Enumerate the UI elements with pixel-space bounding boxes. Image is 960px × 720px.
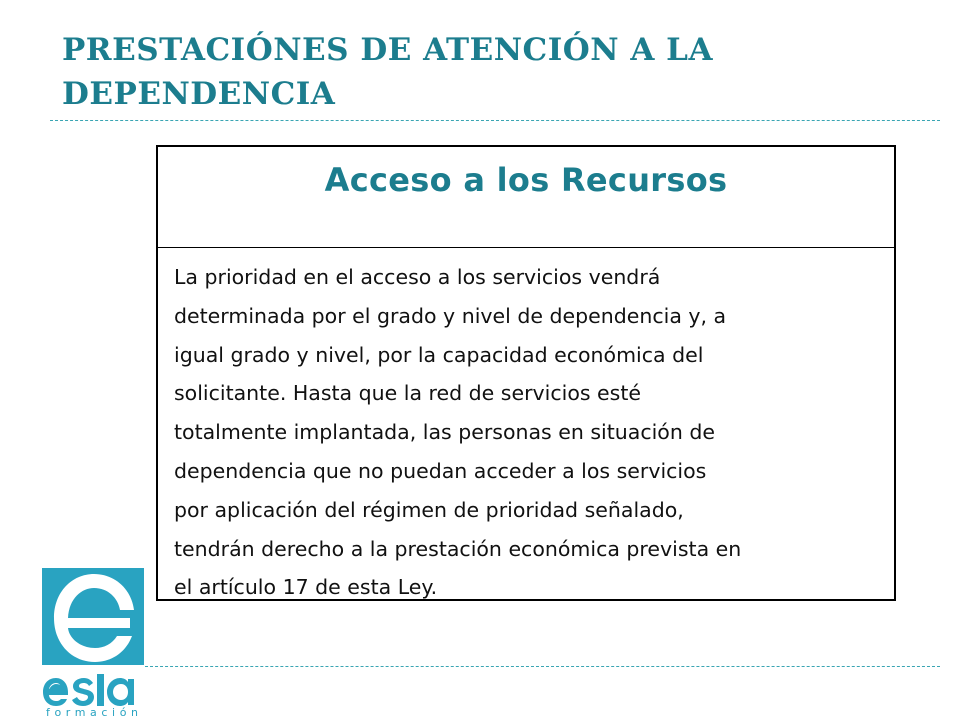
content-box [156, 145, 896, 601]
esla-logo [42, 568, 146, 720]
box-body-text: La prioridad en el acceso a los servicios vendrá determinada por el grado y nivel de dependencia y, a igual grado y nivel, por la capacidad económica del solicitante. Hasta que la red de servicios esté totalmente implantada, las personas en situación de dependencia que no puedan acceder a los servicios por aplicación del régimen de prioridad señalado, tendrán derecho a la prestación económica prevista en el artículo 17 de esta Ley. [174, 265, 742, 600]
bottom-divider [145, 666, 940, 667]
top-divider [50, 120, 940, 121]
slide-title: PRESTACIÓNES DE ATENCIÓN A LA DEPENDENCIA [62, 32, 714, 112]
accent-bar [0, 0, 11, 720]
box-header [158, 147, 894, 248]
logo-wordmark [42, 674, 146, 708]
logo-e-mark-icon [42, 568, 144, 665]
logo-subtitle: formación [46, 706, 143, 719]
box-title: Acceso a los Recursos [324, 161, 728, 199]
